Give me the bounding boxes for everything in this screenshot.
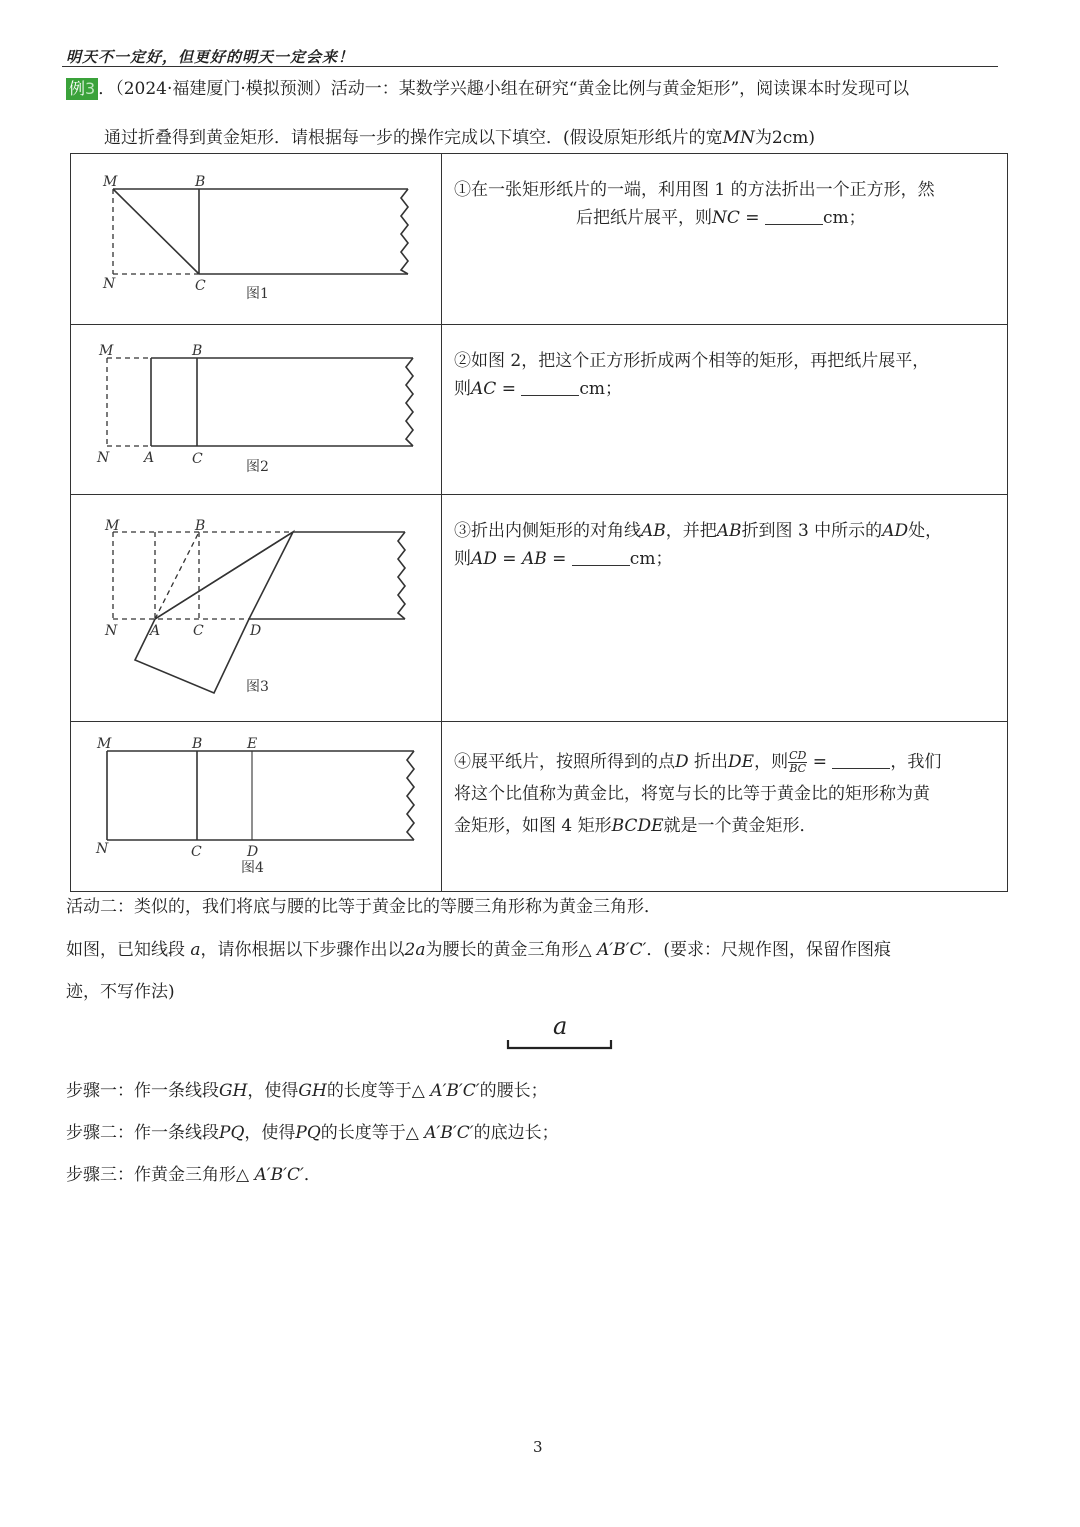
steps-table [70, 153, 1008, 892]
example-intro [66, 78, 1006, 100]
intro-line-1: ．（2024·福建厦门·模拟预测）活动一：某数学兴趣小组在研究“黄金比例与黄金矩形”，阅读课本时发现可以 [98, 79, 910, 99]
step-two: 步骤二：作一条线段PQ，使得PQ的长度等于△ A′B′C′的底边长； [66, 1123, 559, 1143]
segment-a [505, 1012, 615, 1061]
table-row [71, 495, 1008, 722]
table-row [71, 325, 1008, 495]
table-row [71, 154, 1008, 325]
step-one: 步骤一：作一条线段GH，使得GH的长度等于△ A′B′C′的腰长； [66, 1081, 548, 1101]
page-number: 3 [533, 1438, 543, 1456]
answer-blank[interactable] [521, 377, 579, 396]
figure-1-caption: 图1 [246, 286, 269, 302]
activity-2-task: 如图，已知线段 a，请你根据以下步骤作出以2a为腰长的黄金三角形△ A′B′C′．(要求：尺规作图，保留作图痕 [66, 940, 891, 960]
figure-1-cell [71, 154, 442, 325]
label-m: M [99, 343, 114, 359]
step-1-cell [442, 154, 1008, 325]
label-a: A [150, 623, 161, 639]
figure-3 [71, 495, 441, 717]
header-divider [62, 66, 998, 67]
answer-blank[interactable] [832, 750, 890, 769]
intro-line-2: 通过折叠得到黄金矩形．请根据每一步的操作完成以下填空．(假设原矩形纸片的宽MN为2cm) [104, 128, 816, 148]
figure-4-caption: 图4 [241, 860, 264, 876]
label-c: C [193, 623, 204, 639]
table-row [71, 722, 1008, 892]
step-3-cell [442, 495, 1008, 722]
step-4-text: ④展平纸片，按照所得到的点D 折出DE，则 $\frac{CD}{BC}$ = ，我们 将这个比值称为黄金比，将宽与长的比等于黄金比的矩形称为黄 金矩形，如图 4 矩形BCDE就是一个黄金矩形． [454, 749, 942, 836]
label-d: D [247, 844, 259, 860]
figure-1 [71, 154, 441, 320]
label-m: M [105, 518, 120, 534]
example-badge: 例3 [66, 78, 98, 100]
label-d: D [250, 623, 262, 639]
figure-2 [71, 325, 441, 490]
label-c: C [192, 451, 203, 467]
figure-3-cell [71, 495, 442, 722]
step-4-cell [442, 722, 1008, 892]
label-n: N [97, 450, 110, 466]
answer-blank[interactable] [765, 206, 823, 225]
activity-2-intro: 活动二：类似的，我们将底与腰的比等于黄金比的等腰三角形称为黄金三角形． [66, 897, 661, 917]
segment-a-label: a [553, 1012, 568, 1040]
step-2-text: ②如图 2，把这个正方形折成两个相等的矩形，再把纸片展平， 则AC = cm； [454, 351, 930, 399]
label-b: B [192, 736, 203, 752]
label-m: M [97, 736, 112, 752]
step-three: 步骤三：作黄金三角形△ A′B′C′． [66, 1165, 321, 1185]
figure-4-cell [71, 722, 442, 892]
figure-3-caption: 图3 [246, 679, 269, 695]
label-b: B [192, 343, 203, 359]
step-3-text: ③折出内侧矩形的对角线AB，并把AB折到图 3 中所示的AD处， 则AD = AB = cm； [454, 521, 943, 569]
label-m: M [103, 174, 118, 190]
header-motto: 明天不一定好，但更好的明天一定会来！ [66, 48, 355, 66]
label-c: C [191, 844, 202, 860]
activity-2-task-cont: 迹，不写作法) [66, 982, 175, 1002]
label-a: A [144, 450, 155, 466]
label-n: N [96, 841, 109, 857]
step-2-cell [442, 325, 1008, 495]
label-c: C [195, 278, 206, 294]
label-b: B [195, 174, 206, 190]
figure-2-caption: 图2 [246, 459, 269, 475]
step-1-text: ①在一张矩形纸片的一端，利用图 1 的方法折出一个正方形，然 后把纸片展平，则NC = cm； [454, 180, 935, 228]
label-b: B [195, 518, 206, 534]
answer-blank[interactable] [572, 547, 630, 566]
label-n: N [103, 276, 116, 292]
label-n: N [105, 623, 118, 639]
figure-2-cell [71, 325, 442, 495]
figure-4 [71, 722, 441, 887]
label-e: E [247, 736, 258, 752]
ratio-fraction: $\frac{CD}{BC}$ [789, 749, 807, 775]
